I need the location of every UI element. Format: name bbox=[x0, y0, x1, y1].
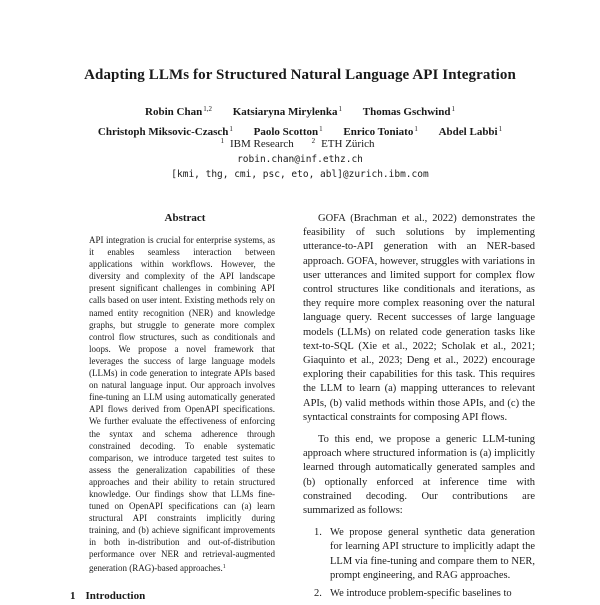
author: Katsiaryna Mirylenka$^1$ bbox=[232, 105, 342, 118]
author: Christoph Miksovic-Czasch$^1$ bbox=[97, 125, 233, 138]
author-list bbox=[0, 101, 600, 141]
body-paragraph: GOFA (Brachman et al., 2022) demonstrates the feasibility of such solutions by implementing utterance-to-API generation with an NER-based approach. GOFA, however, struggles with variations in user utterances and limited support for complex flow control structures like conditionals and iterations, as they require more complex reasoning over the natural language query. Recent successes of large language models (LLMs) on related code generation tasks like text-to-SQL (Xie et al., 2022; Scholak et al., 2021; Giaquinto et al., 2023; Deng et al., 2022) encourage exploring their capabilities for this task. This requires the LLM to learn (a) mapping utterances to relevant APIs, (b) valid methods within those APIs, and (c) the syntactical constraints for composing API flows. bbox=[303, 213, 535, 423]
list-item: 2. We introduce problem-specific baselines to bbox=[314, 588, 512, 600]
body-right-column bbox=[303, 212, 535, 605]
author: Paolo Scotton$^1$ bbox=[253, 125, 323, 138]
footnote-mark: 1 bbox=[222, 563, 226, 570]
author-line-1 bbox=[0, 101, 600, 121]
author: Robin Chan$^{1,2}$ bbox=[145, 105, 212, 118]
paper-title: Adapting LLMs for Structured Natural Language API Integration bbox=[84, 67, 516, 83]
author: Thomas Gschwind$^1$ bbox=[362, 105, 455, 118]
author: Abdel Labbi$^1$ bbox=[438, 125, 503, 138]
section-heading-introduction: 1 Introduction bbox=[70, 590, 146, 602]
contribution-list bbox=[303, 526, 535, 601]
author: Enrico Toniato$^1$ bbox=[343, 125, 418, 138]
affiliation: $^2$ ETH Zürich bbox=[311, 137, 375, 150]
email-group: [kmi, thg, cmi, psc, eto, abl]@zurich.ibm.com bbox=[171, 169, 429, 180]
affiliation: $^1$ IBM Research bbox=[220, 137, 294, 150]
affiliations bbox=[0, 137, 600, 150]
email-primary: robin.chan@inf.ethz.ch bbox=[237, 154, 363, 165]
list-item: 1. We propose general synthetic data generation for learning API structure to implicitly adapt the LLM via fine-tuning and compare them to NER, prompt engineering, and RAG approaches. bbox=[314, 527, 535, 581]
abstract-heading: Abstract bbox=[164, 212, 206, 224]
abstract-text: API integration is crucial for enterprise systems, as it enables seamless interaction between applications within workflows. However, the diversity and complexity of the API landscape present significant challenges in combining API calls based on user intent. Existing methods rely on named entity recognition (NER) and knowledge graphs, but struggle to generate more complex control flow structures, such as conditionals and loops. We propose a novel framework that leverages the success of large language models (LLMs) in code generation to integrate APIs based on natural language input. Our approach involves fine-tuning an LLM using automatically generated API flows derived from OpenAPI specifications. We further evaluate the effectiveness of enforcing the syntax and schema adherence through constrained decoding. To enable systematic comparison, we introduce targeted test suites to assess the generalization capabilities of these approaches and their ability to retain structured knowledge. Our findings show that LLMs fine-tuned on OpenAPI specifications can (a) learn structural API constraints implicitly during training, and (b) achieve significant improvements in both in-distribution and out-of-distribution performance over NER and retrieval-augmented generation (RAG)-based approaches. bbox=[89, 235, 275, 573]
abstract-body bbox=[89, 234, 275, 574]
body-paragraph: To this end, we propose a generic LLM-tuning approach where structured information is (a) implicitly learned through automatically generated samples and (b) optionally enforced at inference time with constrained decoding. Our contributions are summarized as follows: bbox=[303, 434, 535, 517]
